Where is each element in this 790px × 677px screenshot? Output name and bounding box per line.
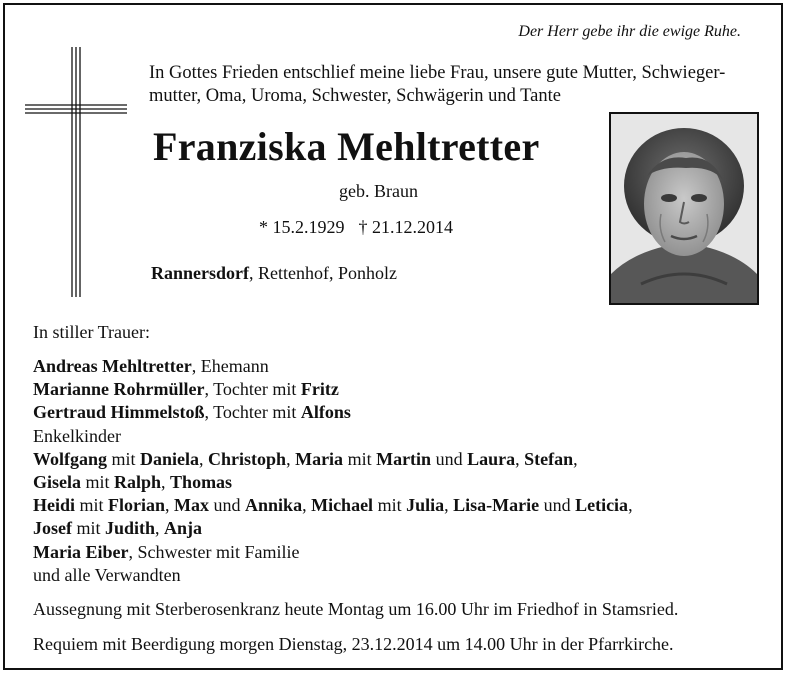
mourner-text: und alle Verwandten (33, 564, 181, 585)
mourner-name: Ralph (114, 472, 162, 493)
mourner-name: Annika (245, 495, 303, 516)
mourner-text: , (302, 495, 312, 516)
mourner-line (33, 401, 773, 424)
mourner-text: mit (75, 495, 109, 516)
mourner-name: Andreas Mehltretter (33, 356, 192, 376)
mourner-name: Alfons (300, 402, 351, 423)
mourner-text: , Tochter mit (204, 402, 301, 423)
mourner-line (33, 378, 773, 401)
mourner-text: , (199, 448, 209, 469)
mourner-name: Stefan (524, 448, 574, 469)
mourner-line (33, 355, 773, 378)
mourner-name: Judith (105, 518, 156, 539)
mourner-line (33, 448, 773, 471)
maiden-name: geb. Braun (339, 181, 418, 201)
mourner-name: Marianne Rohrmüller (33, 379, 205, 400)
mourner-name: Michael (311, 495, 374, 516)
mourner-name: Julia (406, 495, 445, 516)
mourner-name: Josef (33, 518, 72, 539)
mourner-name: Thomas (170, 472, 233, 493)
service-notice: Aussegnung mit Sterberosenkranz heute Montag um 16.00 Uhr im Friedhof in Stamsried. (33, 599, 679, 619)
mourner-text: , (161, 472, 171, 493)
mourner-text: und (209, 495, 246, 516)
cross-icon (25, 47, 135, 297)
mourner-text: , Ehemann (191, 356, 269, 376)
mourner-name: Max (174, 495, 210, 516)
mourner-name: Anja (164, 518, 203, 539)
mourner-name: Christoph (208, 448, 287, 469)
mourner-name: Gertraud Himmelstoß (33, 402, 205, 423)
mourner-name: Laura (467, 448, 516, 469)
mourner-line (33, 517, 773, 540)
portrait-photo (609, 112, 759, 305)
mourner-line (33, 564, 773, 587)
mourner-text: mit (72, 518, 106, 539)
mourner-text: mit (343, 448, 377, 469)
mourning-heading: In stiller Trauer: (33, 322, 150, 342)
mourner-name: Martin (376, 448, 432, 469)
mourner-text: mit (373, 495, 407, 516)
mourner-text: mit (107, 448, 141, 469)
mourner-text: und (539, 495, 576, 516)
intro-line-2: mutter, Oma, Uroma, Schwester, Schwägerin und Tante (149, 86, 561, 106)
mourner-name: Fritz (300, 379, 339, 400)
motto: Der Herr gebe ihr die ewige Ruhe. (518, 23, 741, 40)
mourner-line (33, 425, 773, 448)
residence-rest: , Rettenhof, Ponholz (249, 263, 397, 283)
life-dates (259, 217, 453, 238)
residence-main: Rannersdorf (151, 263, 249, 283)
mourner-name: Maria Eiber (33, 541, 129, 562)
mourner-text: , Tochter mit (204, 379, 301, 400)
mourner-line (33, 494, 773, 517)
mourner-text: mit (81, 472, 115, 493)
mourner-name: Lisa-Marie (453, 495, 540, 516)
obituary-frame (3, 3, 783, 670)
mourner-name: Leticia (575, 495, 629, 516)
mourner-line (33, 471, 773, 494)
mourner-name: Wolfgang (33, 448, 108, 469)
mourner-name: Heidi (33, 495, 76, 516)
mourner-text: , (515, 448, 525, 469)
mourner-text: , (444, 495, 454, 516)
mourner-text: , Schwester mit Familie (128, 541, 300, 562)
mourner-text: , (155, 518, 165, 539)
birth-date: * 15.2.1929 (259, 217, 345, 237)
mourner-text: , (286, 448, 296, 469)
deceased-name: Franziska Mehltretter (153, 124, 540, 169)
intro-line-1: In Gottes Frieden entschlief meine liebe Frau, unsere gute Mutter, Schwieger- (149, 63, 726, 83)
mourner-name: Gisela (33, 472, 81, 493)
mourner-text: und (431, 448, 468, 469)
mourner-text: , (165, 495, 175, 516)
mourner-text: , (573, 448, 578, 469)
mourners-list (33, 355, 773, 587)
mourner-name: Florian (108, 495, 166, 516)
residence (151, 263, 397, 284)
mourner-name: Maria (295, 448, 344, 469)
mourner-text: Enkelkinder (33, 425, 121, 446)
intro-text (149, 62, 779, 108)
mourner-line (33, 541, 773, 564)
death-date: † 21.12.2014 (358, 217, 453, 237)
mourner-text: , (628, 495, 633, 516)
mourner-name: Daniela (140, 448, 200, 469)
requiem-notice: Requiem mit Beerdigung morgen Dienstag, 23.12.2014 um 14.00 Uhr in der Pfarrkirche. (33, 634, 674, 654)
